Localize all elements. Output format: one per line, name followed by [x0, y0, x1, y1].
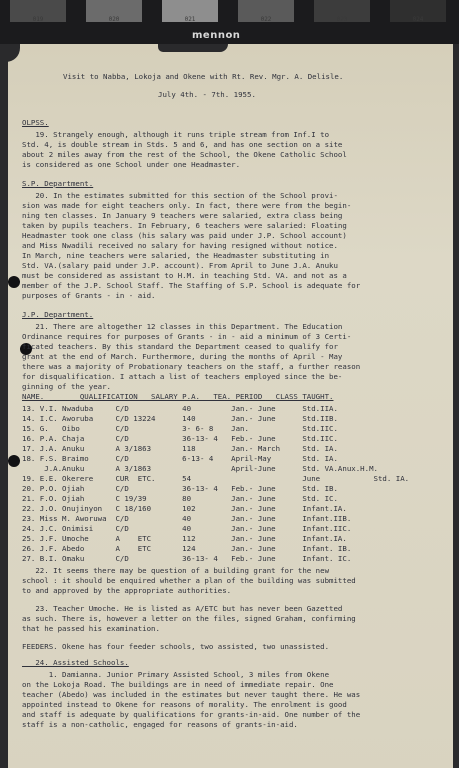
text-line: as such. There is, however a letter on the files, signed Graham, confirming	[22, 614, 356, 623]
table-row: 17. J.A. Anuku A 3/1863 118 Jan.- March Std. IA.	[22, 444, 338, 453]
text-line: taken by pupils teachers. In February, 6 teachers were salaried: Floating	[22, 221, 347, 230]
text-line: Std. 4, is double stream in Stds. 5 and 6, and has one section on a site	[22, 140, 343, 149]
text-line: In March, nine teachers were salaried, the Headmaster substituting in	[22, 251, 330, 260]
brand-logo: mennon	[192, 30, 241, 41]
table-row: 13. V.I. Nwaduba C/D 40 Jan.- June Std.IIA.	[22, 404, 338, 413]
document-date: July 4th. - 7th. 1955.	[158, 90, 256, 99]
text-line: OLPSS.	[22, 118, 49, 127]
text-line: school : it should be enquired whether a plan of the building was submitted	[22, 576, 356, 585]
table-row: 21. F.O. Ojiah C 19/39 80 Jan.- June Std. IC.	[22, 494, 338, 503]
table-row: 24. J.C. Onimisi C/D 40 Jan.- June Infant.IIC.	[22, 524, 352, 533]
swatch-020: 020	[86, 0, 142, 22]
text-line: staff is a non-catholic, engaged for reasons of grants-in-aid.	[22, 720, 298, 729]
document-title: Visit to Nabba, Lokoja and Okene with Rt. Rev. Mgr. A. Delisle.	[63, 72, 344, 81]
punch-hole	[8, 455, 20, 467]
text-line: ning ten classes. In January 9 teachers were salaried, extra class being	[22, 211, 343, 220]
text-line: must be considered as assistant to H.M. in teaching Std. VA. and not as a	[22, 271, 347, 280]
table-row: J.A.Anuku A 3/1863 April-June Std. VA.Anux.H.M.	[22, 464, 378, 473]
text-line: Std. VA.(salary paid under J.P. account). From April to June J.A. Anuku	[22, 261, 338, 270]
text-line: and Miss Nwadili received no salary for having resigned without notice.	[22, 241, 338, 250]
text-line: 19. Strangely enough, although it runs triple stream from Inf.I to	[22, 130, 330, 139]
text-line: 24. Assisted Schools.	[22, 658, 129, 667]
swatch-022: 022	[238, 0, 294, 22]
swatch-024: 024	[390, 0, 446, 22]
text-line: is considered as one School under one Headmaster.	[22, 160, 241, 169]
swatch-019: 019	[10, 0, 66, 22]
torn-edge	[158, 44, 228, 52]
text-line: sion was made for eight teachers only. In fact, there were from the begin-	[22, 201, 352, 210]
text-line: member of the J.P. School Staff. The Staffing of S.P. School is adequate for	[22, 281, 361, 290]
text-line: that he passed his examination.	[22, 624, 160, 633]
table-row: 26. J.F. Abedo A ETC 124 Jan.- June Infant. IB.	[22, 544, 352, 553]
table-row: 18. F.S. Braimo C/D 6-13- 4 April-May Std. IA.	[22, 454, 338, 463]
text-line: to and approved by the appropriate authorities.	[22, 586, 232, 595]
table-row: 27. B.I. Omaku C/D 36-13- 4 Feb.- June Infant. IC.	[22, 554, 352, 563]
text-line: S.P. Department.	[22, 179, 94, 188]
text-line: purposes of Grants - in - aid.	[22, 291, 156, 300]
text-line: Ordinance requires for purposes of Grants - in - aid a minimum of 3 Certi-	[22, 332, 352, 341]
text-line: Headmaster took one class (his salary was paid under J.P. School account)	[22, 231, 347, 240]
table-row: 23. Miss M. Aworuwa C/D 40 Jan.- June Infant.IIB.	[22, 514, 352, 523]
text-line: grant at the end of March. Furthermore, during the months of April - May	[22, 352, 343, 361]
text-line: 20. In the estimates submitted for this section of the School provi-	[22, 191, 338, 200]
torn-edge	[0, 44, 20, 62]
text-line: teacher (Abedo) was included in the estimates but never taught there. He was	[22, 690, 361, 699]
document-page	[8, 44, 453, 768]
text-line: FEEDERS. Okene has four feeder schools, two assisted, two unassisted.	[22, 642, 330, 651]
swatch-023: 023	[314, 0, 370, 22]
text-line: for disqualification. I attach a list of teachers employed since the be-	[22, 372, 343, 381]
text-line: about 2 miles away from the rest of the School, the Okene Catholic School	[22, 150, 347, 159]
table-row: 14. I.C. Aworuba C/D 13224 140 Jan.- June Std.IIB.	[22, 414, 338, 423]
text-line: ficated teachers. By this standard the Department ceased to qualify for	[22, 342, 338, 351]
text-line: 1. Damianna. Junior Primary Assisted School, 3 miles from Okene	[22, 670, 330, 679]
table-row: 19. E.E. Okerere CUR ETC. 54 June Std. IA.	[22, 474, 410, 483]
table-row: 25. J.F. Umoche A ETC 112 Jan.- June Infant.IA.	[22, 534, 347, 543]
text-line: 22. It seems there may be question of a building grant for the new	[22, 566, 330, 575]
table-row: 22. J.O. Onujinyon C 18/160 102 Jan.- June Infant.IA.	[22, 504, 347, 513]
table-row: 20. P.O. Ojiah C/D 36-13- 4 Feb.- June Std. IB.	[22, 484, 338, 493]
swatch-021: 021	[162, 0, 218, 22]
table-row: 15. G. Oibo C/D 3- 6- 8 Jan. Std.IIC.	[22, 424, 338, 433]
text-line: appointed instead to Okene for reasons of morality. The enrolment is good	[22, 700, 347, 709]
text-line: 21. There are altogether 12 classes in this Department. The Education	[22, 322, 343, 331]
text-line: there was a majority of Probationary teachers on the staff, a further reason	[22, 362, 361, 371]
text-line: J.P. Department.	[22, 310, 94, 319]
text-line: and staff is adequate by qualifications for grants-in-aid. One number of the	[22, 710, 361, 719]
text-line: ginning of the year.	[22, 382, 111, 391]
punch-hole	[8, 276, 20, 288]
text-line: on the Lokoja Road. The buildings are in need of immediate repair. One	[22, 680, 334, 689]
table-header: NAME. QUALIFICATION SALARY P.A. TEA. PERIOD CLASS TAUGHT.	[22, 392, 334, 401]
color-target-card	[0, 0, 459, 44]
text-line: 23. Teacher Umoche. He is listed as A/ETC but has never been Gazetted	[22, 604, 343, 613]
table-row: 16. P.A. Chaja C/D 36-13- 4 Feb.- June Std.IIC.	[22, 434, 338, 443]
